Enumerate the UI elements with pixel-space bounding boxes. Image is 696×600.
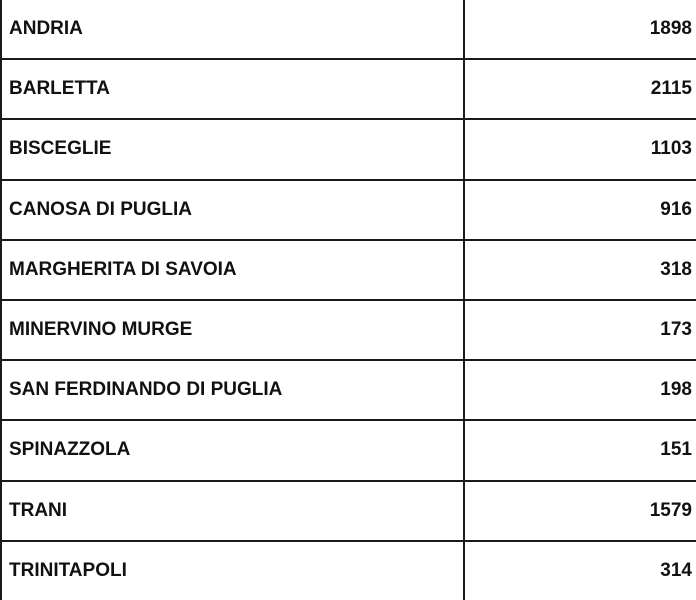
row-value-cell: 1898: [464, 0, 696, 59]
row-value-cell: 314: [464, 541, 696, 600]
table-row: [1, 300, 696, 360]
row-value-cell: 173: [464, 300, 696, 360]
row-name-cell: TRINITAPOLI: [1, 541, 464, 600]
row-value-cell: 2115: [464, 59, 696, 119]
row-name-cell: BARLETTA: [1, 59, 464, 119]
row-name-cell: BISCEGLIE: [1, 119, 464, 179]
table-body: [1, 0, 696, 600]
row-name-cell: MINERVINO MURGE: [1, 300, 464, 360]
row-name-cell: MARGHERITA DI SAVOIA: [1, 240, 464, 300]
table-row: [1, 59, 696, 119]
row-value-cell: 318: [464, 240, 696, 300]
table-row: [1, 541, 696, 600]
row-value-cell: 198: [464, 360, 696, 420]
row-name-cell: SAN FERDINANDO DI PUGLIA: [1, 360, 464, 420]
row-name-cell: ANDRIA: [1, 0, 464, 59]
row-value-cell: 1103: [464, 119, 696, 179]
table-row: [1, 360, 696, 420]
row-name-cell: SPINAZZOLA: [1, 420, 464, 480]
row-value-cell: 1579: [464, 481, 696, 541]
table-row: [1, 240, 696, 300]
table-row: [1, 0, 696, 59]
table-row: [1, 180, 696, 240]
row-name-cell: CANOSA DI PUGLIA: [1, 180, 464, 240]
row-name-cell: TRANI: [1, 481, 464, 541]
table-row: [1, 119, 696, 179]
table-row: [1, 481, 696, 541]
row-value-cell: 151: [464, 420, 696, 480]
table-row: [1, 420, 696, 480]
row-value-cell: 916: [464, 180, 696, 240]
